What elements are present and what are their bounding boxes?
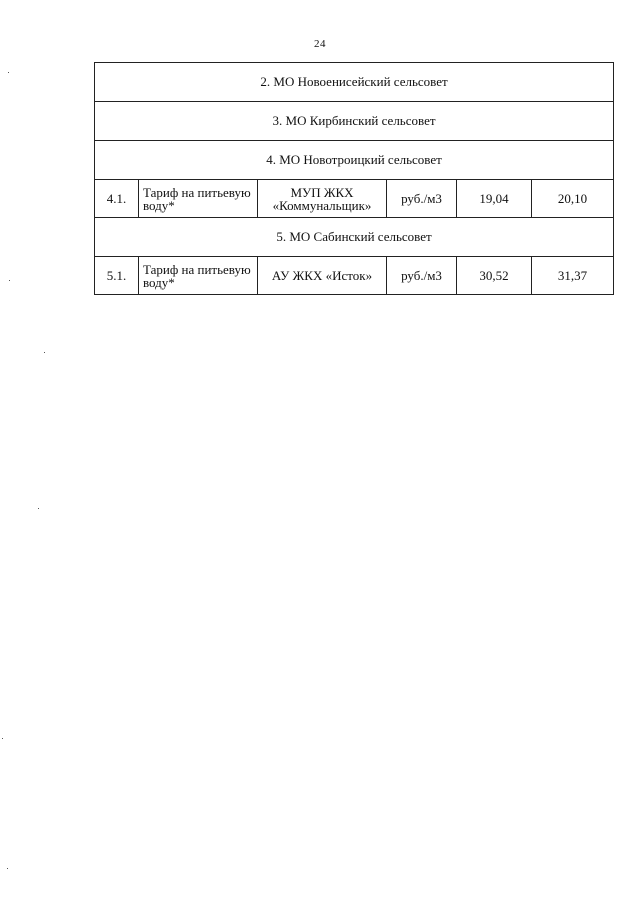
scan-speck [38, 508, 39, 509]
scan-speck [2, 738, 3, 739]
unit: руб./м3 [387, 257, 457, 295]
tariff-value-2: 31,37 [532, 257, 614, 295]
section-row [95, 141, 614, 180]
section-row [95, 218, 614, 257]
scan-speck [44, 352, 45, 353]
row-number: 5.1. [95, 257, 139, 295]
tariff-value-1: 19,04 [457, 180, 532, 218]
service-name: Тариф на питьевую воду* [139, 180, 258, 218]
service-name: Тариф на питьевую воду* [139, 257, 258, 295]
organization-name: МУП ЖКХ «Коммунальщик» [258, 180, 387, 218]
row-number: 4.1. [95, 180, 139, 218]
section-title: 2. МО Новоенисейский сельсовет [95, 63, 614, 102]
tariff-table [94, 62, 614, 295]
page-number: 24 [314, 38, 326, 50]
table-row [95, 180, 614, 218]
organization-name: АУ ЖКХ «Исток» [258, 257, 387, 295]
scan-speck [7, 868, 8, 869]
table-row [95, 257, 614, 295]
scan-speck [8, 72, 9, 73]
section-row [95, 102, 614, 141]
tariff-value-1: 30,52 [457, 257, 532, 295]
section-title: 3. МО Кирбинский сельсовет [95, 102, 614, 141]
scan-speck [9, 280, 10, 281]
section-title: 5. МО Сабинский сельсовет [95, 218, 614, 257]
section-row [95, 63, 614, 102]
section-title: 4. МО Новотроицкий сельсовет [95, 141, 614, 180]
unit: руб./м3 [387, 180, 457, 218]
tariff-value-2: 20,10 [532, 180, 614, 218]
